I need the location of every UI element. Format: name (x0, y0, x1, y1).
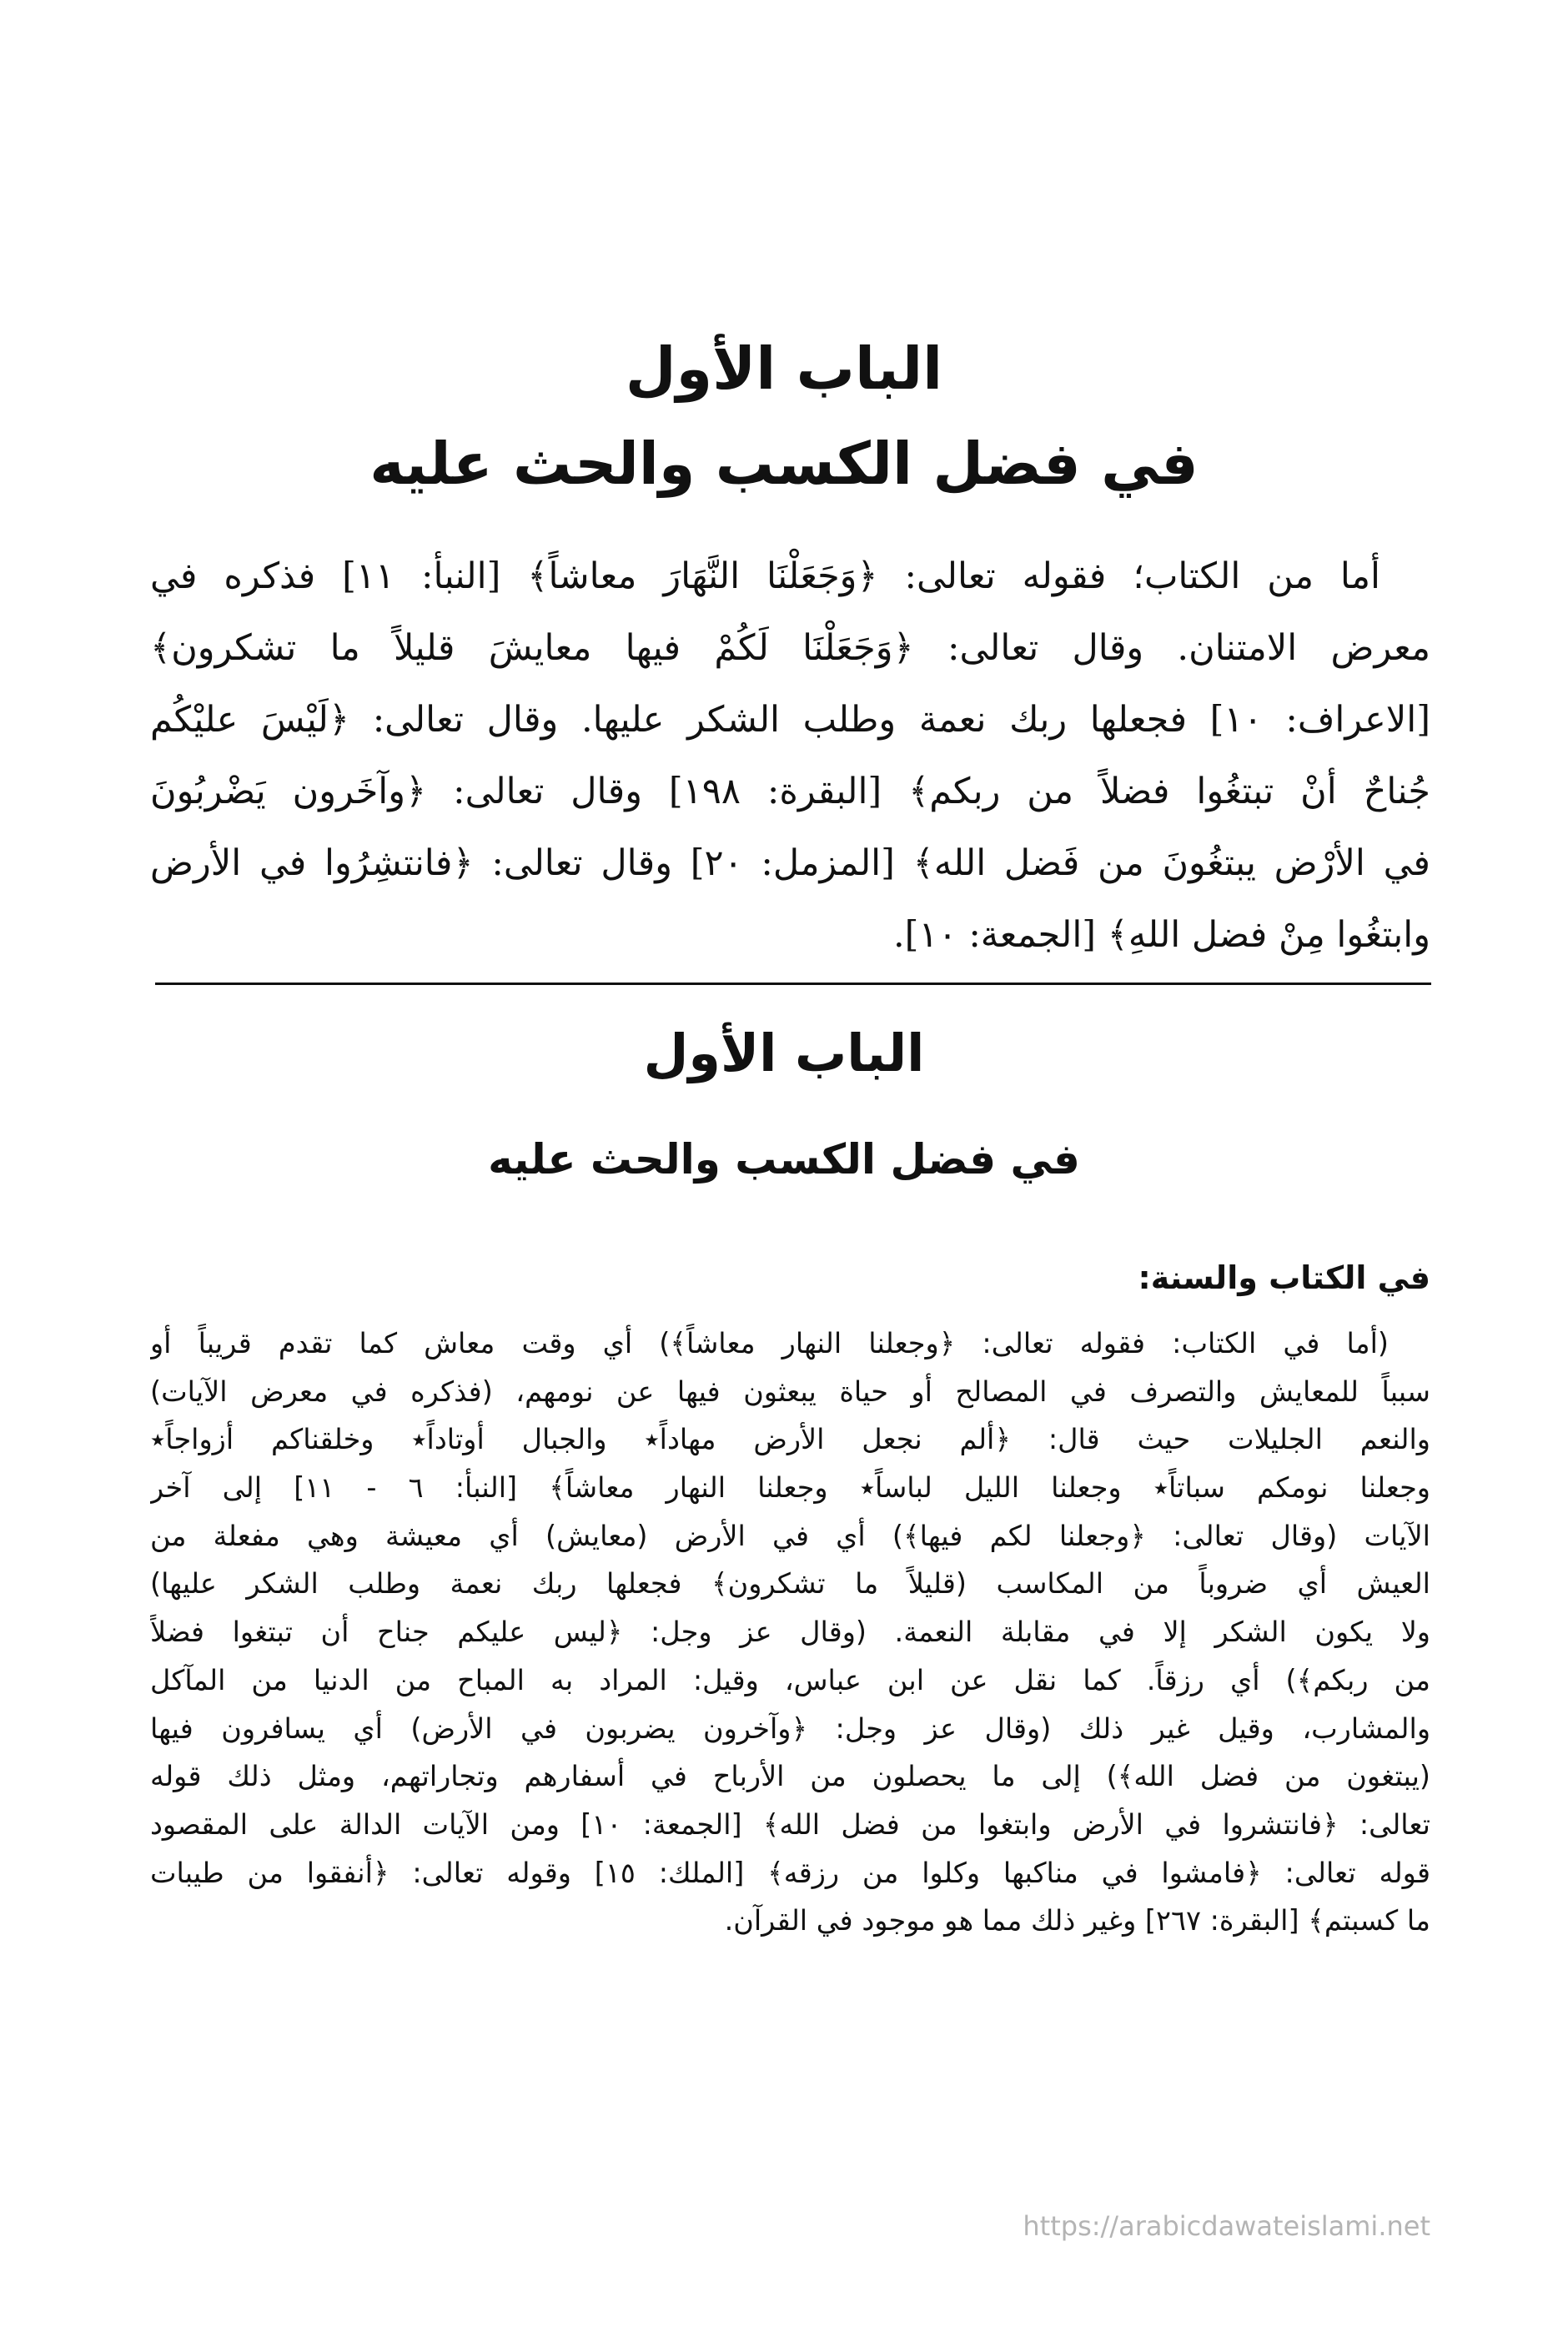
body-line: قوله تعالى: ﴿فامشوا في مناكبها وكلوا من رزقه﴾ [الملك: ١٥] وقوله تعالى: ﴿أنفقوا من طيبات (150, 1856, 1430, 1889)
chapter-title: الباب الأول (625, 334, 943, 403)
body-line: الآيات (وقال تعالى: ﴿وجعلنا لكم فيها﴾) أي في الأرض (معايش) أي معيشة وهي مفعلة من (150, 1519, 1430, 1552)
chapter-subtitle: في فضل الكسب والحث عليه (369, 430, 1199, 498)
intro-line: وابتغُوا مِنْ فضل اللهِ﴾ [الجمعة: ١٠]. (893, 914, 1430, 956)
body-line: (أما في الكتاب: فقوله تعالى: ﴿وجعلنا النهار معاشاً﴾) أي وقت معاش كما تقدم قريباً أو (150, 1327, 1389, 1359)
commentary-subtitle: في فضل الكسب والحث عليه (488, 1135, 1080, 1184)
commentary-title: الباب الأول (643, 1023, 925, 1083)
body-line: العيش أي ضروباً من المكاسب (قليلاً ما تشكرون﴾ فجعلها ربك نعمة وطلب الشكر عليها) (150, 1567, 1430, 1601)
intro-line: [الاعراف: ١٠] فجعلها ربك نعمة وطلب الشكر عليها. وقال تعالى: ﴿لَيْسَ عليْكُم (150, 699, 1430, 741)
intro-line: جُناحٌ أنْ تبتغُوا فضلاً من ربكم﴾ [البقرة: ١٩٨] وقال تعالى: ﴿وآخَرون يَضْربُونَ (150, 771, 1430, 812)
body-line: ما كسبتم﴾ [البقرة: ٢٦٧] وغير ذلك مما هو موجود في القرآن. (724, 1904, 1430, 1937)
intro-line: معرض الامتنان. وقال تعالى: ﴿وَجَعَلْنَا لَكُمْ فيها معايشَ قليلاً ما تشكرون﴾ (150, 627, 1430, 669)
body-line: وجعلنا نومكم سباتاً٭ وجعلنا الليل لباساً٭ وجعلنا النهار معاشاً﴾ [النبأ: ٦ - ١١] إلى آخر (150, 1471, 1430, 1505)
body-line: تعالى: ﴿فانتشروا في الأرض وابتغوا من فضل الله﴾ [الجمعة: ١٠] ومن الآيات الدالة على المقصود (150, 1807, 1430, 1841)
intro-line: في الأرْض يبتغُونَ من فَضل الله﴾ [المزمل: ٢٠] وقال تعالى: ﴿فانتشِرُوا في الأرض (150, 842, 1430, 884)
intro-line: أما من الكتاب؛ فقوله تعالى: ﴿وَجَعَلْنَا النَّهَارَ معاشاً﴾ [النبأ: ١١] فذكره في (150, 555, 1380, 597)
body-line: والنعم الجليلات حيث قال: ﴿ألم نجعل الأرض مهاداً٭ والجبال أوتاداً٭ وخلقناكم أزواجاً٭ (150, 1423, 1430, 1456)
body-line: والمشارب، وقيل غير ذلك (وقال عز وجل: ﴿وآخرون يضربون في الأرض) أي يسافرون فيها (150, 1711, 1430, 1745)
body-line: سبباً للمعايش والتصرف في المصالح أو حياة يبعثون فيها عن نومهم، (فذكره في معرض الآيات) (150, 1375, 1430, 1408)
section-heading: في الكتاب والسنة: (1138, 1259, 1430, 1296)
separator-rule (155, 983, 1431, 985)
intro-paragraph (150, 540, 1430, 971)
body-line: من ربكم﴾) أي رزقاً. كما نقل عن ابن عباس، وقيل: المراد به المباح من الدنيا من المآكل (150, 1663, 1430, 1696)
watermark-url: https://arabicdawateislami.net (1023, 2210, 1430, 2242)
body-line: ولا يكون الشكر إلا في مقابلة النعمة. (وقال عز وجل: ﴿ليس عليكم جناح أن تبتغوا فضلاً (150, 1616, 1430, 1649)
body-line: (يبتغون من فضل الله﴾) إلى ما يحصلون من الأرباح في أسفارهم وتجاراتهم، ومثل ذلك قوله (150, 1760, 1430, 1793)
commentary-paragraph (150, 1319, 1430, 1945)
